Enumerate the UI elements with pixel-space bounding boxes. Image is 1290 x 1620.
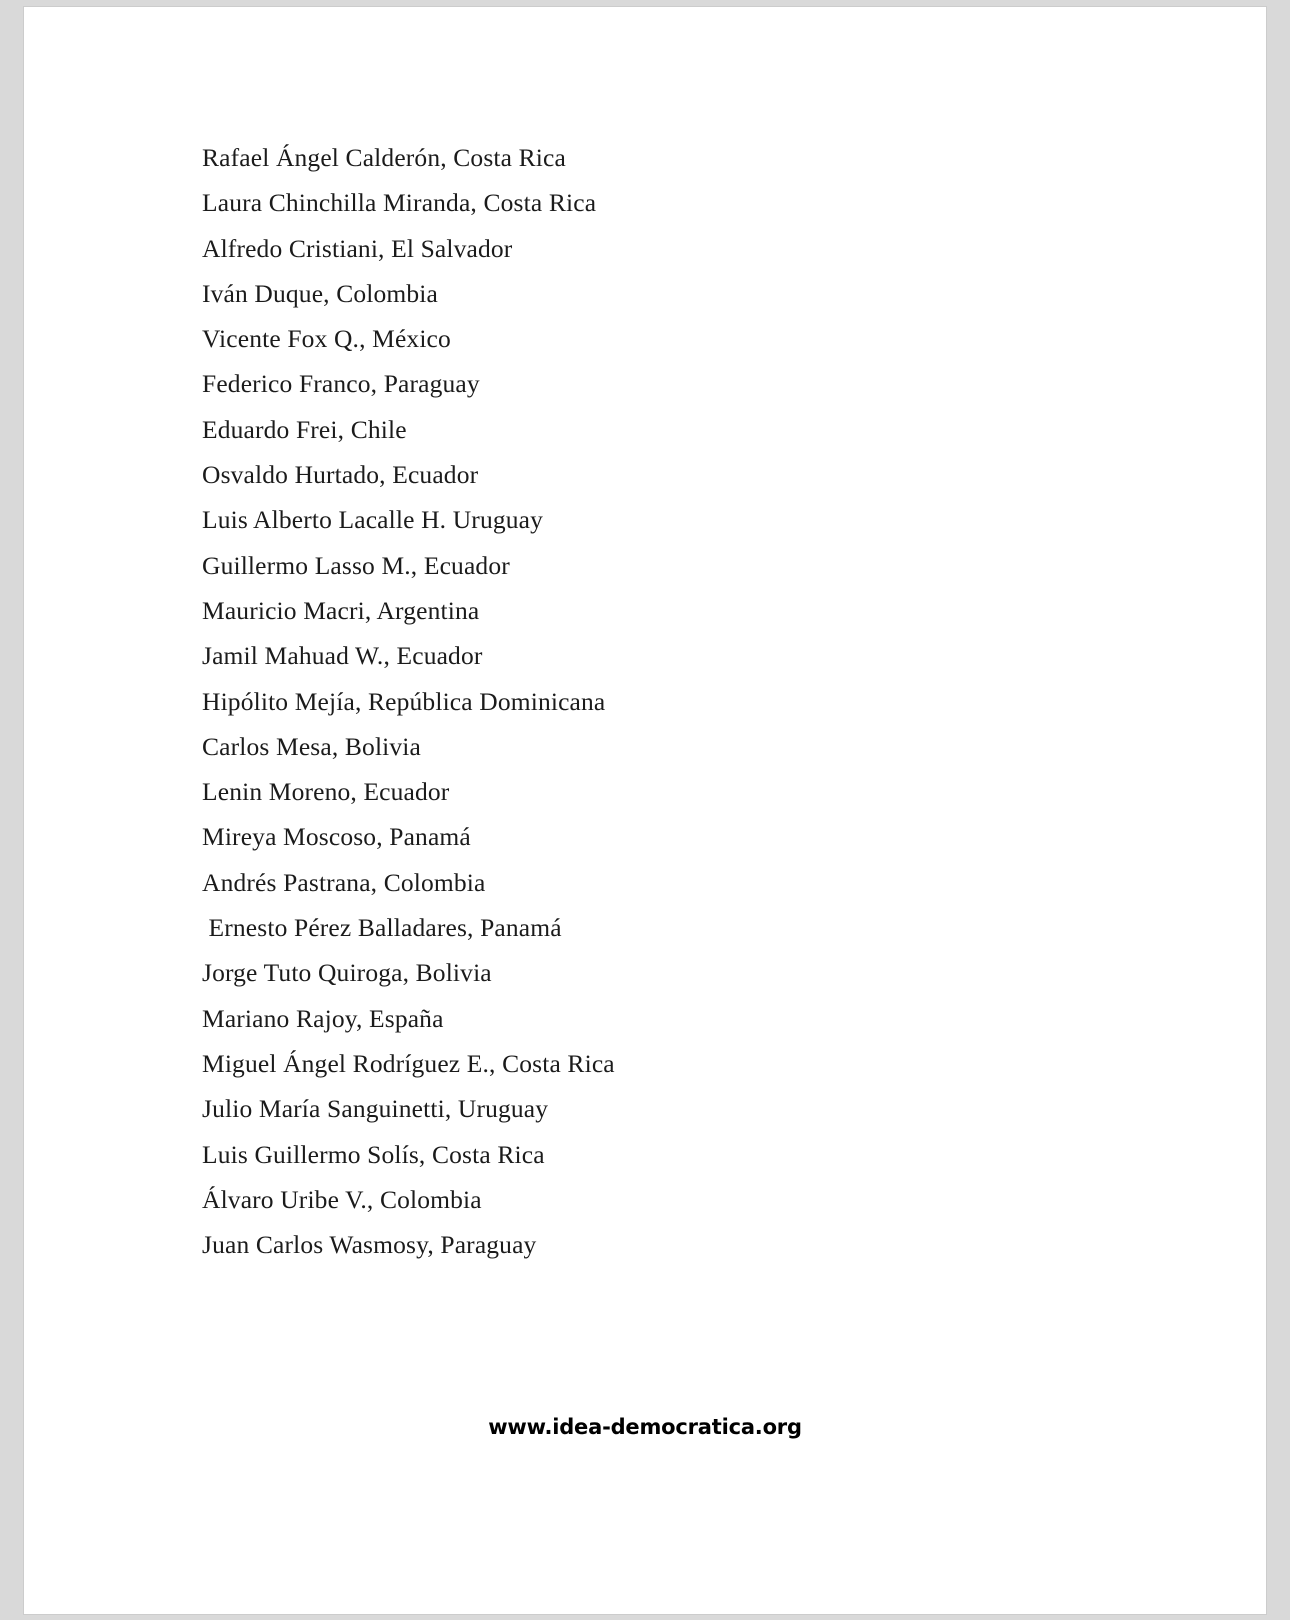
list-item: Lenin Moreno, Ecuador	[202, 777, 450, 807]
document-page	[24, 7, 1266, 1614]
footer-website-url[interactable]: www.idea-democratica.org	[488, 1415, 802, 1439]
list-item: Andrés Pastrana, Colombia	[202, 867, 486, 897]
list-item: Miguel Ángel Rodríguez E., Costa Rica	[202, 1048, 615, 1078]
list-item: Juan Carlos Wasmosy, Paraguay	[202, 1230, 537, 1260]
list-item: Hipólito Mejía, República Dominicana	[202, 686, 606, 716]
list-item: Julio María Sanguinetti, Uruguay	[202, 1094, 549, 1124]
list-item: Laura Chinchilla Miranda, Costa Rica	[202, 188, 597, 218]
list-item: Luis Alberto Lacalle H. Uruguay	[202, 505, 544, 535]
list-item: Federico Franco, Paraguay	[202, 369, 480, 399]
list-item: Jamil Mahuad W., Ecuador	[202, 641, 483, 671]
list-item: Alfredo Cristiani, El Salvador	[202, 233, 513, 263]
list-item: Ernesto Pérez Balladares, Panamá	[202, 913, 562, 943]
list-item: Mireya Moscoso, Panamá	[202, 822, 471, 852]
list-item: Luis Guillermo Solís, Costa Rica	[202, 1139, 545, 1169]
list-item: Álvaro Uribe V., Colombia	[202, 1184, 482, 1214]
list-item: Vicente Fox Q., México	[202, 324, 451, 354]
list-item: Jorge Tuto Quiroga, Bolivia	[202, 958, 492, 988]
list-item: Iván Duque, Colombia	[202, 278, 438, 308]
signatory-list	[202, 135, 1146, 1267]
list-item: Carlos Mesa, Bolivia	[202, 731, 422, 761]
list-item: Rafael Ángel Calderón, Costa Rica	[202, 143, 566, 172]
list-item: Guillermo Lasso M., Ecuador	[202, 550, 510, 580]
list-item: Mariano Rajoy, España	[202, 1003, 444, 1033]
list-item: Osvaldo Hurtado, Ecuador	[202, 460, 479, 490]
list-item: Mauricio Macri, Argentina	[202, 595, 480, 625]
page-footer	[24, 1415, 1266, 1439]
list-item: Eduardo Frei, Chile	[202, 414, 407, 444]
